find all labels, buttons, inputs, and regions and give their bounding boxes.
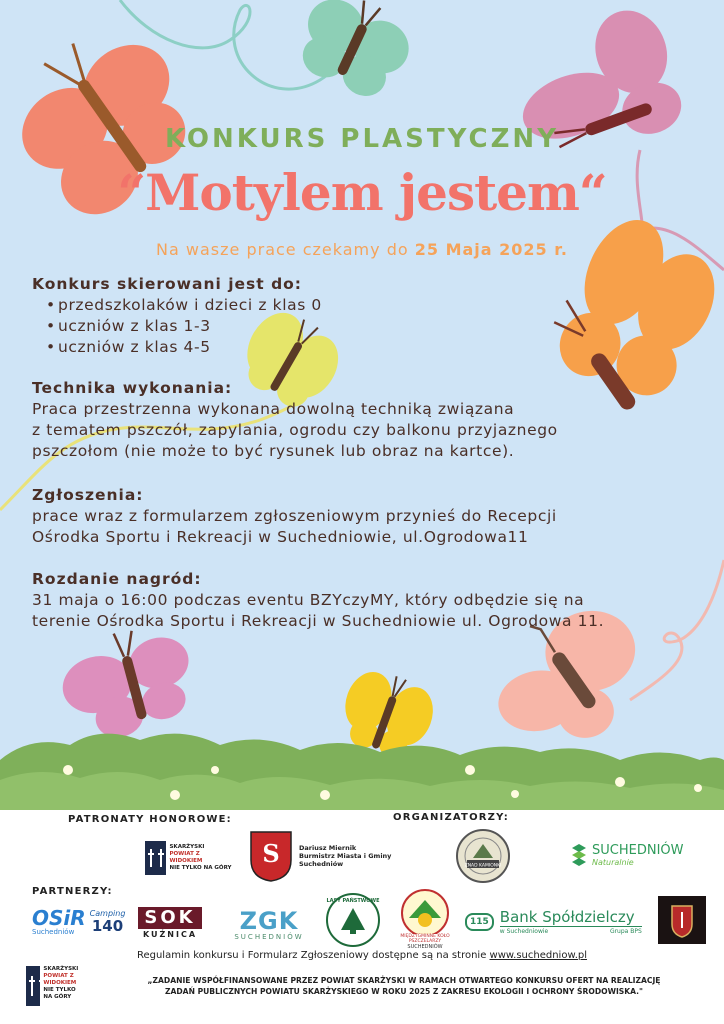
beekeepers-logo xyxy=(392,888,458,950)
sponsors-footer xyxy=(0,810,724,1024)
deadline-prefix: Na wasze prace czekamy do xyxy=(156,240,415,259)
powiat-line: POWIAT Z WIDOKIEM xyxy=(43,973,77,986)
submission-section xyxy=(32,485,557,548)
submission-line: prace wraz z formularzem zgłoszeniowym przynieś do Recepcji xyxy=(32,507,557,525)
technique-line: Praca przestrzenna wykonana dowolną techniką związana xyxy=(32,400,515,418)
awards-line: 31 maja o 16:00 podczas eventu BZYczyMY, który odbędzie się na xyxy=(32,591,585,609)
kamionki-badge-icon xyxy=(455,828,511,884)
technique-line: pszczołom (nie może to być rysunek lub obraz na kartce). xyxy=(32,442,515,460)
awards-line: terenie Ośrodka Sportu i Rekreacji w Suchedniowie ul. Ogrodowa 11. xyxy=(32,612,605,630)
bank-spoldzielczy-logo xyxy=(465,904,645,940)
mayor-line: Burmistrz Miasta i Gminy xyxy=(299,852,392,860)
partners-label: PARTNERZY: xyxy=(32,886,113,897)
sok-subtitle: KUŹNICA xyxy=(142,929,198,939)
technique-line: z tematem pszczół, zapylania, ogrodu czy balkonu przyjaznego xyxy=(32,421,558,439)
kamionki-text: ZNAD KAMIONKI xyxy=(464,863,502,869)
beekeepers-town: SUCHEDNIÓW xyxy=(407,944,443,950)
audience-item: • uczniów z klas 4-5 xyxy=(46,337,322,358)
powiat-line: NIE TYLKO NA GÓRY xyxy=(43,987,76,1000)
osir-town: Suchedniów xyxy=(32,928,75,936)
funding-line: ZADAŃ PUBLICZNYCH POWIATU SKARŻYSKIEGO W ROKU 2025 Z ZAKRESU EKOLOGII I OCHRONY ŚRODOWISKA." xyxy=(165,987,643,996)
kamionki-logo xyxy=(455,828,511,884)
dark-crest-icon xyxy=(658,896,706,944)
patrons-label: PATRONATY HONOROWE: xyxy=(68,814,232,825)
dark-badge-logo xyxy=(658,896,706,944)
powiat-funding-logo xyxy=(26,966,86,1010)
awards-heading: Rozdanie nagród: xyxy=(32,570,202,588)
deadline-line xyxy=(0,240,724,259)
powiat-line: POWIAT Z WIDOKIEM xyxy=(169,851,203,864)
mayor-line: Dariusz Miernik xyxy=(299,844,357,852)
beekeepers-name: MIĘDZYGMINNE KOŁO PSZCZELARZY xyxy=(400,934,450,944)
zgk-logo xyxy=(225,907,313,943)
deadline-date: 25 Maja 2025 r. xyxy=(414,240,568,259)
submission-line: Ośrodka Sportu i Rekreacji w Suchedniowie, ul.Ogrodowa11 xyxy=(32,528,529,546)
lasy-text: LASY PAŃSTWOWE xyxy=(326,898,380,904)
powiat-skarzyski-logo xyxy=(145,840,233,876)
suchedniow-naturalnie-logo xyxy=(570,840,685,870)
lasy-panstwowe-icon xyxy=(323,890,383,948)
powiat-line: NIE TYLKO NA GÓRY xyxy=(169,865,232,871)
submission-heading: Zgłoszenia: xyxy=(32,486,144,504)
powiat-funding-crest-icon xyxy=(26,966,40,1006)
suchedniow-tagline: Naturalnie xyxy=(592,857,634,867)
audience-section xyxy=(32,274,322,358)
awards-section xyxy=(32,569,604,632)
suchedniow-name: SUCHEDNIÓW xyxy=(592,842,684,858)
powiat-line: SKARŻYSKI xyxy=(43,966,79,972)
powiat-crosses-icon xyxy=(145,841,166,875)
pink-string-lower-decoration xyxy=(630,560,724,700)
funding-note xyxy=(94,975,714,997)
mayor-patronage-logo xyxy=(249,830,399,882)
funding-line: „ZADANIE WSPÓŁFINANSOWANE PRZEZ POWIAT SKARŻYSKI W RAMACH OTWARTEGO KONKURSU OFERT NA REALIZACJĘ xyxy=(147,976,661,985)
mayor-line: Suchedniów xyxy=(299,860,344,868)
regulations-note xyxy=(0,950,724,961)
contest-subtitle: KONKURS PLASTYCZNY xyxy=(164,124,560,154)
sok-name: SOK xyxy=(138,907,201,929)
organizers-label: ORGANIZATORZY: xyxy=(393,812,509,823)
zgk-name: ZGK xyxy=(239,906,299,935)
beekeepers-badge-icon xyxy=(397,888,453,934)
audience-list xyxy=(32,295,322,358)
lasy-panstwowe-logo xyxy=(323,890,383,948)
suchedniow-s-icon xyxy=(570,842,588,868)
regulations-text: Regulamin konkursu i Formularz Zgłoszeniowy dostępne są na stronie xyxy=(136,950,490,961)
sok-kuznica-logo xyxy=(132,905,208,941)
zgk-town: SUCHEDNIÓW xyxy=(234,932,304,941)
bank-name: Bank Spółdzielczy xyxy=(499,907,635,926)
powiat-line: SKARŻYSKI xyxy=(169,844,205,850)
orange-butterfly-icon xyxy=(532,204,724,427)
osir-camping: Camping xyxy=(89,909,126,918)
technique-heading: Technika wykonania: xyxy=(32,379,233,397)
pink-butterfly-small-icon xyxy=(52,617,204,749)
audience-heading: Konkurs skierowani jest do: xyxy=(32,275,303,293)
osir-logo xyxy=(32,902,126,942)
technique-section xyxy=(32,378,558,462)
contest-title: “Motylem jestem“ xyxy=(117,163,607,222)
teal-butterfly-icon xyxy=(288,0,421,107)
bank-town: w Suchedniowie xyxy=(499,927,549,935)
suchedniow-crest-icon xyxy=(249,830,293,882)
audience-item: • przedszkolaków i dzieci z klas 0 xyxy=(46,295,322,316)
bank-group: Grupa BPS xyxy=(609,927,642,935)
regulations-link[interactable]: www.suchedniow.pl xyxy=(489,950,588,961)
audience-item: • uczniów z klas 1-3 xyxy=(46,316,322,337)
osir-name: OSiR xyxy=(32,906,86,930)
osir-number: 140 xyxy=(91,917,124,935)
bank-anniversary: 115 xyxy=(465,913,494,931)
crest-letter: S xyxy=(262,839,280,868)
